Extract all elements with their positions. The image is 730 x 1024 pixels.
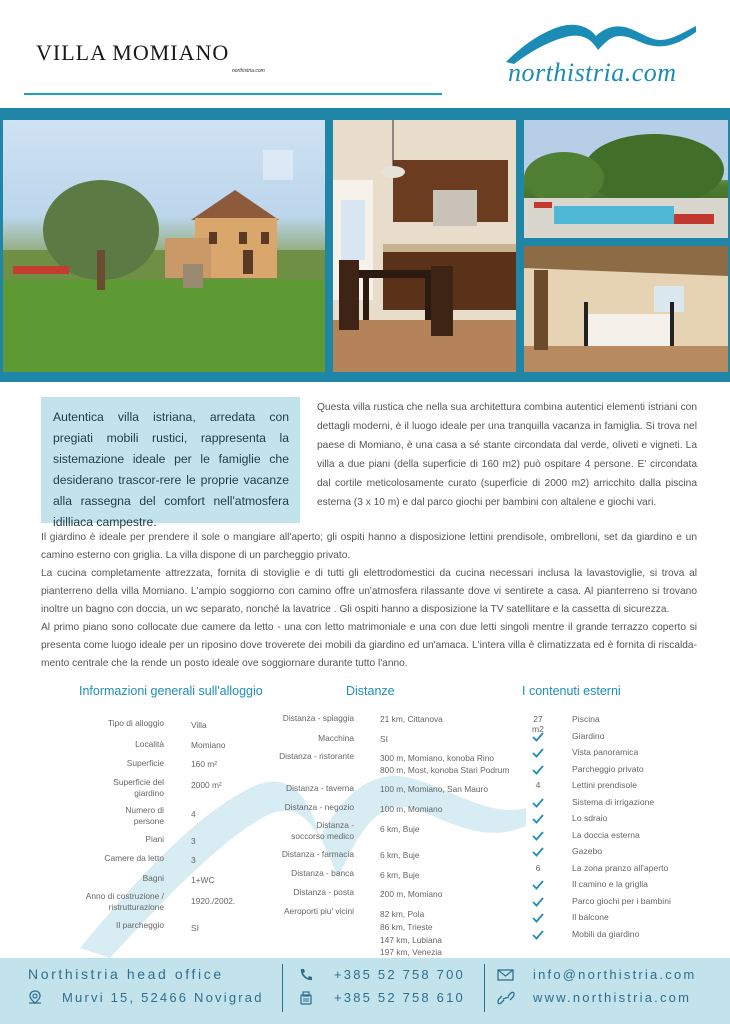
info-label: Anno di costruzione / ristrutturazione <box>85 891 164 912</box>
distance-value: 21 km, Cittanova <box>380 714 443 724</box>
distance-label: Distanza - banca <box>291 868 354 878</box>
info-label: Piani <box>145 834 164 844</box>
distance-label: Distanza - spiaggia <box>282 713 354 723</box>
info-value: 160 m² <box>191 759 218 769</box>
footer-email[interactable]: info@northistria.com <box>533 967 697 982</box>
checkmark-icon <box>531 895 545 909</box>
external-feature-item: Vista panoramica <box>572 747 639 757</box>
phone-icon <box>298 967 314 983</box>
info-value: 4 <box>191 809 196 819</box>
distance-label: Distanza - ristorante <box>279 751 354 761</box>
distance-label: Distanza - taverna <box>286 783 354 793</box>
body-paragraph: Al primo piano sono collocate due camere da letto - una con letto matrimoniale e una con due letti singoli mentre il grande terrazzo coperto si presenta come luogo ideale per un riposino dove troverete dei mobili da giardino ed un'amaca. L'intera villa è climatizzata ed è fornita di riscalda-mento centrale che la rende un posto ideale ove soggiornare durante tutto l'anno. <box>41 622 697 669</box>
external-feature-item: Il balcone <box>572 912 609 922</box>
distance-value: 82 km, Pola 86 km, Trieste 147 km, Lubiana 197 km, Venezia <box>380 909 442 958</box>
body-paragraph: La cucina completamente attrezzata, fornita di stoviglie e di tutti gli elettrodomestici da cucina necessari inclusa la lavastoviglie, si trova al pianterreno della villa Momiano. L'ampio soggiorno con camino offre un'atmosfera rilassante dove vi sentirete a casa. Al pianterreno si trovano inoltre un bagno con doccia, un wc separato, nonché la lavatrice . Gli ospiti hanno a disposizione la TV satellitare e la cassetta di sicurezza. <box>41 568 697 615</box>
distance-value: 300 m, Momiano, konoba Rino 800 m, Most, konoba Stari Podrum <box>380 753 510 775</box>
info-label: Superficie del giardino <box>113 777 164 798</box>
external-feature-item: Piscina <box>572 714 600 724</box>
checkmark-icon <box>531 829 545 843</box>
info-value: Villa <box>191 720 207 730</box>
external-feature-item: Parcheggio privato <box>572 763 644 774</box>
checkmark-icon <box>531 730 545 744</box>
body-text <box>41 529 697 673</box>
info-value: SI <box>191 923 199 933</box>
checkmark-icon <box>531 878 545 892</box>
link-icon <box>497 991 515 1005</box>
distance-label: Macchina <box>318 733 354 743</box>
fax-icon <box>298 990 314 1006</box>
footer-divider <box>282 964 283 1012</box>
distance-value: 200 m, Momiano <box>380 889 443 899</box>
intro-description: Questa villa rustica che nella sua architettura combina autentici elementi istriani con dettagli moderni, è il luogo ideale per una tranquilla vacanza in famiglia. Si trova nel paese di Momiano, è una casa a sé stante circondata dal verde, oliveti e vigneti. La villa a due piani (della superficie di 160 m2) può ospitare 4 persone. E' circondata dal cortile meticolosamente curato (superficie di 2000 m2) arricchito dalla piscina esterna (3 x 10 m) e dal parco giochi per bambini con altalene e giochi vari. <box>317 402 697 508</box>
external-feature-item: Gazebo <box>572 846 603 856</box>
info-label: Camere da letto <box>104 853 164 863</box>
external-feature-item: La doccia esterna <box>572 829 640 840</box>
external-feature-item: Lo sdraio <box>572 813 608 823</box>
distance-value: 100 m, Momiano, San Mauro <box>380 784 488 794</box>
distance-label: Distanza - posta <box>293 887 354 897</box>
distance-label: Distanza - farmacia <box>281 849 354 859</box>
section-title-external: I contenuti esterni <box>522 684 621 698</box>
location-pin-icon <box>27 989 43 1005</box>
info-label: Numero di persone <box>125 805 164 826</box>
footer-divider <box>484 964 485 1012</box>
external-feature-item: Sistema di irrigazione <box>572 796 655 807</box>
feature-quantity: 27 m2 <box>532 714 544 734</box>
distance-value: 100 m, Momiano <box>380 804 443 814</box>
bedroom-photo <box>524 246 728 372</box>
info-label: Superficie <box>126 758 164 768</box>
info-label: Bagni <box>142 873 164 883</box>
info-value: 1920./2002. <box>191 896 236 906</box>
info-value: 3 <box>191 836 196 846</box>
distance-label: Aeroporti piu' vicini <box>283 906 354 916</box>
checkmark-icon <box>531 812 545 826</box>
section-title-distances: Distanze <box>346 684 395 698</box>
distance-value: 6 km, Buje <box>380 870 420 880</box>
info-label: Il parcheggio <box>116 920 164 930</box>
distance-label: Distanza - soccorso medico <box>291 820 354 841</box>
feature-quantity: 4 <box>535 780 541 790</box>
info-value: 2000 m² <box>191 780 222 790</box>
title-divider <box>24 93 442 95</box>
distance-label: Distanza - negozio <box>284 802 354 812</box>
checkmark-icon <box>531 928 545 942</box>
info-label: Tipo di alloggio <box>107 718 164 728</box>
page-title: VILLA MOMIANO <box>36 40 230 65</box>
checkmark-icon <box>531 845 545 859</box>
footer-address: Murvi 15, 52466 Novigrad <box>62 990 264 1005</box>
checkmark-icon <box>531 763 545 777</box>
distance-value: 6 km, Buje <box>380 824 420 834</box>
intro-highlight-box: Autentica villa istriana, arredata con pregiati mobili rustici, rappresenta la sistemazione ideale per le famiglie che desiderano trascor-rere le proprie vacanze alla rassegna del comfort nell'atmosfera idilliaca campestre. <box>41 397 300 523</box>
checkmark-icon <box>531 911 545 925</box>
body-paragraph: Il giardino è ideale per prendere il sole o mangiare all'aperto; gli ospiti hanno a disposizione lettini prendisole, ombrelloni, set da giardino e un camino esterno con griglia. La villa dispone di un parcheggio privato. <box>41 532 697 561</box>
section-title-general: Informazioni generali sull'alloggio <box>79 684 263 698</box>
footer-fax[interactable]: +385 52 758 610 <box>334 990 465 1005</box>
footer-phone[interactable]: +385 52 758 700 <box>334 967 465 982</box>
footer-office: Northistria head office <box>28 966 224 982</box>
distance-value: SI <box>380 734 388 744</box>
villa-exterior-photo <box>3 120 325 372</box>
external-feature-item: Lettini prendisole <box>572 780 637 790</box>
checkmark-icon <box>531 796 545 810</box>
external-feature-item: Parco giochi per i bambini <box>572 895 671 906</box>
external-feature-item: La zona pranzo all'aperto <box>572 862 669 873</box>
info-value: 3 <box>191 855 196 865</box>
distance-value: 6 km, Buje <box>380 850 420 860</box>
northistria-logo[interactable] <box>500 18 700 98</box>
external-feature-item: Giardino <box>572 730 605 741</box>
external-feature-item: Mobili da giardino <box>572 928 640 939</box>
title-small-logo: northistria.com <box>232 68 265 74</box>
info-label: Località <box>135 739 164 749</box>
checkmark-icon <box>531 746 545 760</box>
logo-text: northistria.com <box>508 58 677 87</box>
footer-website[interactable]: www.northistria.com <box>533 990 692 1005</box>
pool-photo <box>524 120 728 238</box>
kitchen-photo <box>333 120 516 372</box>
info-value: Momiano <box>191 740 226 750</box>
external-feature-item: Il camino e la griglia <box>572 879 648 889</box>
info-value: 1+WC <box>191 875 215 885</box>
email-icon <box>497 968 514 982</box>
feature-quantity: 6 <box>535 862 541 873</box>
